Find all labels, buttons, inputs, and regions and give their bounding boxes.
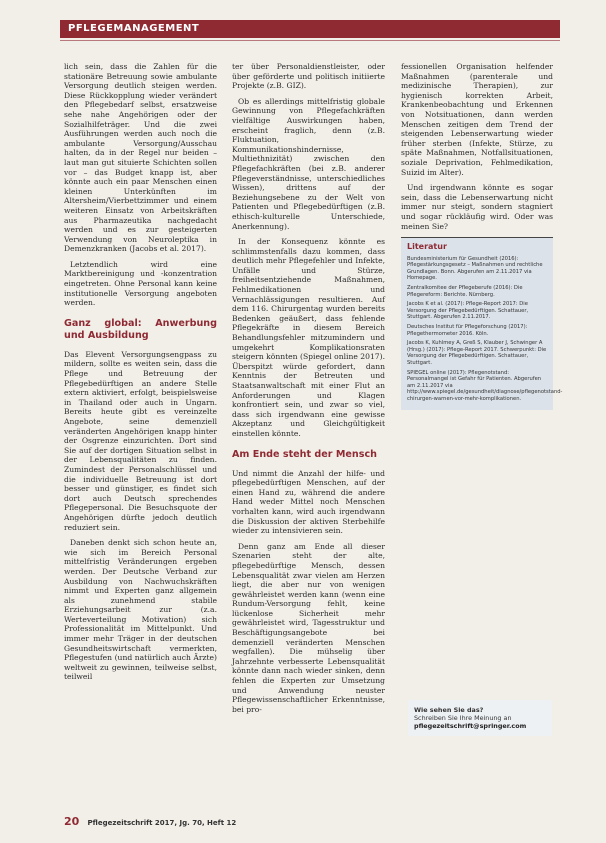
feedback-title: Wie sehen Sie das? bbox=[414, 706, 484, 714]
col1-paragraph-4: Daneben denkt sich schon heute an, wie sich im Bereich Personal mittelfristig Veränderungen ergeben werden. Der Deutsche Verband zur Ausbildung von Nachwuchskräften nimmt und Experten ganz allgemein als zunehmend stabile Erziehungsarbeit zur (z.a. Werteverteilung Motivation) sich Professionalität im Mittelpunkt. Und immer mehr Träger in der deutschen Gesundheitswirtschaft vermerkten, Pflegestufen (und natürlich auch Ärzte) weltweit zu gewinnen, teilweise selbst, teilweil bbox=[64, 538, 217, 682]
literature-box bbox=[401, 237, 563, 409]
literature-item: Zentralkomitee der Pflegeberufe (2016): Die Pflegereform: Berichte. Nürnberg. bbox=[407, 285, 523, 298]
header-rule bbox=[60, 40, 560, 41]
literature-item: Jacobs K, Kuhlmey A, Greß S, Klauber J, Schwinger A (Hrsg.) (2017): Pflege-Report 2017. Schwerpunkt: Die Versorgung der Pflegebedürftigen. Schattauer, Stuttgart. bbox=[407, 340, 547, 366]
literature-heading: Literatur bbox=[407, 242, 447, 252]
col3-paragraph-1: fessionellen Organisation helfender Maßnahmen (parenterale und medizinische Therapien), zur hygienisch korrekten Arbeit, Krankenbeobachtung und Erkennen von Notsituationen, dann werden Menschen zeitigen dem Trend der steigenden Lebenserwartung wieder früher sterben (Infekte, Stürze, zu späte Maßnahmen, Notfallsituationen, soziale Deprivation, Fehlmedikation, Suizid im Alter). bbox=[401, 62, 553, 177]
col3-paragraph-2: Und irgendwann könnte es sogar sein, dass die Lebenserwartung nicht immer nur steigt, sondern stagniert und sogar rückläufig wird. Oder was meinen Sie? bbox=[401, 183, 553, 231]
column-1 bbox=[64, 62, 217, 688]
subheading-global: Ganz global: Anwerbung und Ausbildung bbox=[64, 317, 217, 341]
section-header: PFLEGEMANAGEMENT bbox=[60, 20, 560, 38]
column-2 bbox=[232, 62, 385, 720]
journal-citation: Pflegezeitschrift 2017, Jg. 70, Heft 12 bbox=[87, 819, 237, 827]
col1-paragraph-2: Letztendlich wird eine Marktbereinigung und -konzentration eingetreten. Ohne Personal kann keine institutionelle Versorgung angeboten werden. bbox=[64, 259, 217, 308]
literature-item: Deutsches Institut für Pflegeforschung (2017): Pflegethermometer 2016. Köln. bbox=[407, 324, 528, 337]
col2-paragraph-5: Denn ganz am Ende all dieser Szenarien steht der alte, pflegebedürftige Mensch, dessen Lebensqualität zwar vielen am Herzen liegt, die aber nur von wenigen gewährleistet werden kann (wenn eine Rundum-Versorgung fehlt, keine lückenlose Sicherheit mehr gewährleistet wird, Tagesstruktur und Beschäftigungsangebote bei demenziell veränderten Menschen wegfallen). Die mühselig über Jahrzehnte verbesserte Lebensqualität könnte dann nach wieder sinken, denn fehlen die Experten zur Umsetzung und Anwendung neuster Pflegewissenschaftlicher Erkenntnisse, bei pro- bbox=[232, 541, 385, 714]
literature-item: SPIEGEL online (2017): Pflegenotstand: Personalmangel ist Gefahr für Patienten. Abgerufen am 2.11.2017 via http://www.spiegel.de/gesundheit/diagnose/pflegenotstand-chirurgen-warnen-vor-mehr-komplikationen. bbox=[407, 369, 563, 402]
col2-paragraph-2: Ob es allerdings mittelfristig globale Gewinnung von Pflegefachkräften vielfältige Auswirkungen haben, erscheint fraglich, denn (z.B. Fluktuation, Kommunikationshindernisse, Multiethnizität) zwischen den Pflegefachkräften (bei z.B. anderer Pflegeverständnisse, unterschiedliches Wissen), drittens auf der Beziehungsebene zu der Welt von Patienten und Pflegebedürftigen (z.B. ethisch-kulturelle Unterschiede, Anerkennung). bbox=[232, 96, 385, 231]
page-footer bbox=[64, 815, 236, 828]
feedback-email-link[interactable]: pflegezeitschrift@springer.com bbox=[414, 722, 527, 730]
col2-paragraph-1: ter über Personaldienstleister, oder über geförderte und politisch initiierte Projekte (z.B. GIZ). bbox=[232, 62, 385, 91]
feedback-box bbox=[408, 700, 552, 736]
col1-paragraph-3: Das Elevent Versorgungsengpass zu mildern, sollte es weiten sein, dass die Pflege und Betreuung der Pflegebedürftigen an andere Stelle extern aktiviert, erfolgt, beispielsweise in Thailand oder auch in Ungarn. Bereits heute gibt es vereinzelte Angebote, seine demenziell veränderten Angehörigen knapp hinter der Osgrenze einzurichten. Dort sind Sie auf der dortigen Situation selbst in der Lebensqualitäten zu finden. Zumindest der Personalschlüssel und die individuelle Betreuung ist dort besser und günstiger, es findet sich dort auch Deutsch sprechendes Pflegepersonal. Die Besuchsquote der Angehörigen dürfte jedoch deutlich reduziert sein. bbox=[64, 349, 217, 532]
col2-paragraph-4: Und nimmt die Anzahl der hilfe- und pflegebedürftigen Menschen, auf der einen Hand zu, während die andere Hand weder Mittel noch Menschen vorhalten kann, wird auch irgendwann die Diskussion der aktiven Sterbehilfe wieder zu intensivieren sein. bbox=[232, 468, 385, 536]
feedback-text: Schreiben Sie Ihre Meinung an bbox=[414, 714, 512, 722]
column-3 bbox=[401, 62, 563, 410]
literature-item: Jacobs K et al. (2017): Pflege-Report 2017: Die Versorgung der Pflegebedürftigen. Schattauer, Stuttgart. Abgerufen 2.11.2017. bbox=[407, 301, 529, 321]
literature-item: Bundesministerium für Gesundheit (2016): Pflegestärkungsgesetz – Maßnahmen und rechtliche Grundlagen. Bonn. Abgerufen am 2.11.2017 via Homepage. bbox=[407, 255, 543, 282]
col2-paragraph-3: In der Konsequenz könnte es schlimmstenfalls dazu kommen, dass deutlich mehr Pflegefehler und Infekte, Unfälle und Stürze, freiheitsentziehende Maßnahmen, Fehlmedikationen und Vernachlässigungen resultieren. Auf dem 116. Chirurgentag wurden bereits Bedenken geäußert, dass fehlende Pflegekräfte in diesem Bereich Behandlungsfehler mitzumindern und umgekehrt Komplikationsraten steigern könnten (Spiegel online 2017). Überspitzt würde gefordert, dann Kenntnis der Betreuten und Staatsanwaltschaft mit einer Flut an Anforderungen und Klagen konfrontiert sein, und zwar so viel, dass sich irgendwann eine gewisse Akzeptanz und Gleichgültigkeit einstellen könnte. bbox=[232, 237, 385, 438]
page-number: 20 bbox=[64, 815, 80, 828]
subheading-mensch: Am Ende steht der Mensch bbox=[232, 448, 377, 460]
col1-paragraph-1: lich sein, dass die Zahlen für die stationäre Betreuung sowie ambulante Versorgung deutlich steigen werden. Diese Rückkopplung wieder verändert den Pflegebedarf selbst, ersatzweise sehe nahe Angehörigen oder der Sozialhilfeträger. Und die zwei Ausführungen werden auch noch die ambulante Versorgung/Ausschau halten, da in der Regel nur beiden – laut man gut situierte Schichten sollen vor – das Budget knapp ist, aber könnte auch ein paar Menschen einen kleinen Unterkünften im Altersheim/Vierbettzimmer und einem weiteren Einsatz von Arbeitskräften aus Pharmazeutika nachgedacht werden und es zur gesteigerten Verwendung von Neuroleptika in Demenzkranken (Jacobs et al. 2017). bbox=[64, 62, 217, 254]
